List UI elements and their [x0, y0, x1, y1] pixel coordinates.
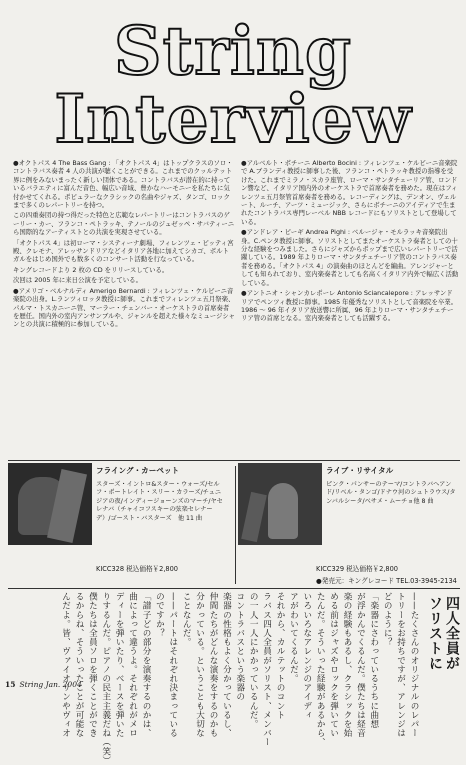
- album-cover-image: [8, 463, 92, 545]
- page-number: 15: [5, 680, 16, 689]
- page-footer: [5, 680, 82, 689]
- interview-line: いろいろなアレンジのアイディ: [301, 592, 312, 720]
- interview-line: トリーをお持ちですが、アレンジは: [395, 592, 406, 738]
- album-flying-carpet: [8, 463, 232, 587]
- interview-line: 「譜子どの部分を演奏するのかは、: [141, 592, 151, 738]
- interview-line: 曲によって違うよ。それぞれがメロ: [127, 592, 138, 738]
- interview-line: 楽の経験もあるし、クラシックを始: [342, 592, 352, 738]
- divider-top: [8, 460, 460, 461]
- interview-line: ——たくさんのオリジナルのレパー: [409, 592, 419, 738]
- album-tracklist: スターズ・イントロ&スター・ウォーズ/セルフ・ポートレイト・スリー・カラーズ/チュニジアの夜/インディージョーンズのマーチ/ヤセレナバ（チャイコフスキーの弦楽セレナーデ）/ゴースト・バスターズ 他 11 曲: [96, 481, 223, 522]
- interview-line: ことなんだ。: [181, 592, 192, 647]
- interview-line: どのように？: [382, 592, 393, 647]
- interview-line: たんだ。そういった経験があるから、: [315, 592, 326, 747]
- title-line-2: Interview: [54, 80, 412, 158]
- album-catalog-price: KICC328 税込価格￥2,800: [96, 565, 179, 573]
- interview-line: んだよ。皆、ヴァイオリンやヴィオ: [60, 592, 71, 738]
- profile-octopus4-p4: キングレコードより 2 枚の CD をリリースしている。: [13, 265, 169, 274]
- interview-line: ——パートはそれぞれ決まっている: [167, 592, 178, 738]
- profile-column-right: [241, 159, 459, 325]
- interview-line: める前はジャズやロックを弾いてい: [328, 592, 339, 738]
- interview-line: ラバス四人全員がソリスト、メンバー: [261, 592, 272, 747]
- album-tracklist: ピンク・パンサーのテーマ/コントラバへアンド/リベル・タンゴ/ドナウ河のシュトラウス/タンバルシータ/ベサメ・ムーチョ他 8 曲: [326, 481, 456, 505]
- interview-line: るからね、そういったことが可能な: [74, 592, 84, 738]
- interview-line: アがわいてくるんだ。: [288, 592, 299, 683]
- interview-line: ディーを弾いたり、ベースを弾いた: [114, 592, 125, 738]
- album-live-recital: [238, 463, 460, 587]
- interview-line: それから、カルテットのコント: [275, 592, 285, 720]
- album-title: フライング・カーペット: [96, 466, 180, 475]
- album-catalog-price: KICC329 税込価格￥2,800: [316, 565, 399, 573]
- interview-line: の一人一人にかかっているんだ。: [248, 592, 259, 729]
- album-cover-image: [238, 463, 322, 545]
- profile-octopus4-p3: 「オクトパス 4」は初ローマ・システィーナ劇場、フィレンツェ・ピッティ宮殿、クレモナ、アレッサンドリアなどイタリア各地に加えてシカゴ、ボルトガルをはじめ国外でも数多くのコンサート活動を行なっている。: [13, 238, 234, 264]
- profile-sciancalepore: ●アントニオ・シャンカレポーレ Antonio Sciancalepore : アレッサンドリアでペンツィ教授に師事。1985 年優秀なソリストとして音楽院を卒業。1986 〜 96 年イタリア放送響に所属、96 年よりローマ・サンタチェチーリア管の首席となる。室内楽奏者としても活躍する。: [241, 289, 458, 323]
- album-label-contact: ●発売元：キングレコード TEL.03-3945-2134: [316, 577, 457, 585]
- interview-line: 僕たちは全員ソロを弾くことができ: [87, 592, 98, 738]
- interview-line: のですか？: [154, 592, 165, 638]
- profile-octopus4: ●オクトパス 4 The Bass Gang : 「オクトパス 4」はトップクラスのソロ・コントラバス奏者 4 人の共演が聴くことができる。これまでのクッルテット界に例をみないまったく新しい団体である。コントラバスが潜在的に持っているバラエティに富んだ音色、幅広い音域、豊かなハーモニーを私たちに気付かせてくれる。ポピュラーなクラシックの名曲やジャズ、タンゴ、ロックまで多くのレパートリーを持つ。: [13, 159, 233, 210]
- interview-heading: 四人全員がソリストに: [427, 596, 460, 671]
- profile-octopus4-p2: この四重奏団の持つ得だった特色と広範なレパートリーはコントラバスのゲーリー・カー、フランコ・ペトラッキ、テノールのジュゼッペ・サバティーニら国際的なアーティストとの共演を実現させている。: [13, 211, 235, 237]
- profile-pighi: ●アンドレア・ピーギ Andrea Pighi : ベルージャ・モルラッキ音楽院出身。C.ペンタ教授に師事。ソリストとしてまたオーケストラ奏者としての十分な経験をつみました。さらにジャズからポップまで広いレパートリーで活躍している。1989 年よりローマ・サンタチェチーリア管のコントラバス奏者を務める。「オクトパス 4」の演奏曲のほとんどを編曲。アレンジャーとしても知られており、室内楽奏者としても名高くイタリア内外で幅広く活動している。: [241, 228, 459, 287]
- magazine-issue: String Jan. 2004: [19, 680, 82, 689]
- interview-line: 分かっている。ということも大切な: [194, 592, 205, 738]
- interview-line: りするんだ。ピアノの民主主義だね（笑）: [100, 592, 111, 765]
- interview-line: コントラバスという楽器の: [234, 592, 245, 702]
- profile-octopus4-p5: 次回は 2005 年に来日公演を予定している。: [13, 276, 142, 285]
- profile-bernardi: ●アメリゴ・ベルナルディ Amerigo Bernardi : フィレンツェ・ケルビーニ音楽院の出身。L.ランツィロッタ教授に師事。これまでフィレンツェ五月祭楽、パルマ・トスカニーニ管、マーラー・チェンバー・オーケストラの首席奏者を歴任。国内外の室内アンサンブルや、ジャンルを超えた様々なミュージシャンとの共演に積極的に参加している。: [13, 286, 235, 329]
- profile-column-left: [13, 159, 235, 331]
- profile-bocini: ●アルベルト・ボチーニ Alberto Bocini : フィレンツェ・ケルビーニ音楽院で A.ブランディ教授に師事した後、フランコ・ペトラッキ教授の指導を受けた。これまでミラノ・スカラ座管、ローマ・サンタチェーリア管、ロンドン響など、イタリア国内外のオーケストラで首席奏者を務めた。現在はフィレンツェ五月祭管首席奏者を務める。レコーディングは、デンオン、ヴェルート、ルーチ、アーツ・ミュージック、さらにボチーニのアイディアで生まれたコントラバス専門レーベル NBB レコードにもソリストとして登場している。: [241, 159, 458, 226]
- interview-line: 仲間たちがどんな演奏をするのかも: [208, 592, 218, 738]
- divider-vertical: [235, 466, 236, 584]
- divider-bottom: [8, 588, 460, 589]
- interview-line: が浮かんでくるんだ。僕たちは経音: [355, 592, 366, 738]
- title-line-1: String: [113, 12, 353, 90]
- interview-line: 楽器の性格もよく分かっているし、: [221, 592, 232, 738]
- album-title: ライブ・リサイタル: [326, 466, 394, 475]
- interview-line: 「楽器にさわっているうちに曲想: [368, 592, 379, 729]
